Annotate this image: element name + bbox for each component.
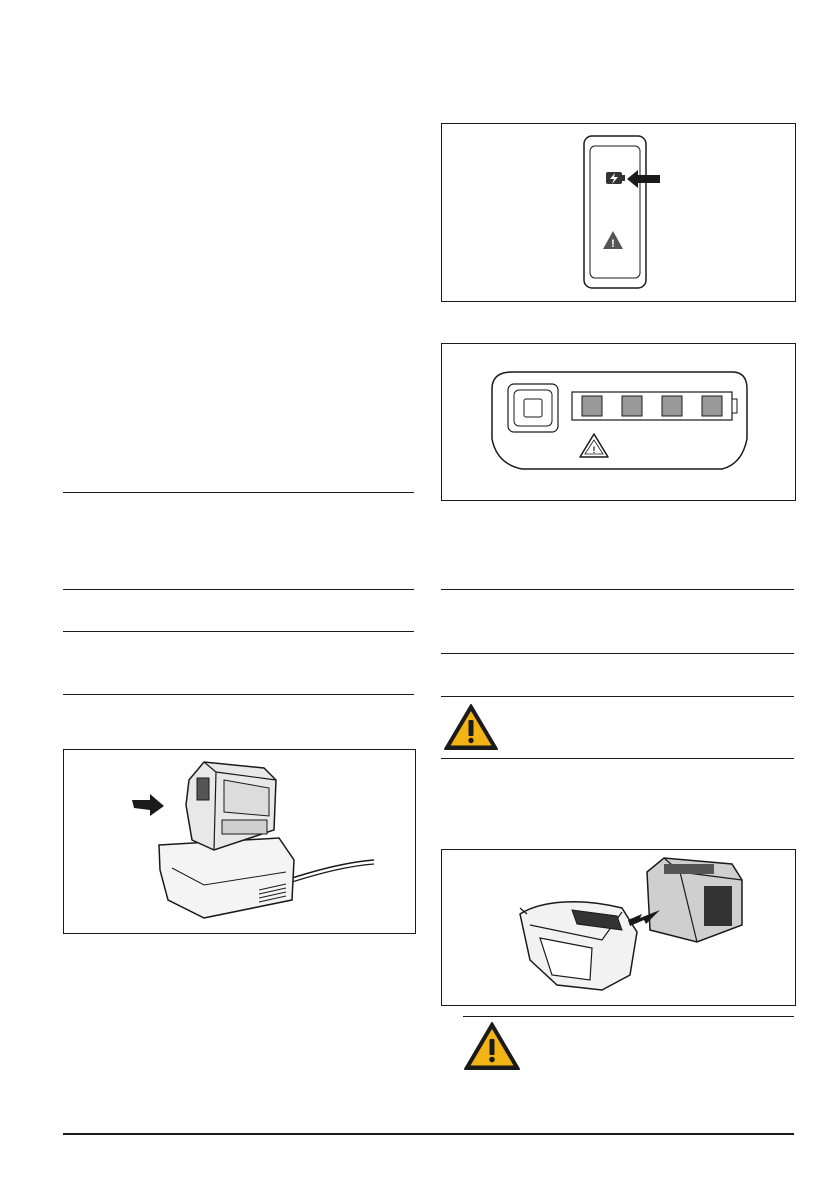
battery-charger-illustration xyxy=(64,750,415,933)
battery-removal-illustration xyxy=(442,850,795,1005)
section-rule-1 xyxy=(63,492,414,493)
insert-arrow-icon xyxy=(132,794,164,816)
section-rule-5 xyxy=(441,589,794,590)
section-rule-7 xyxy=(441,696,794,697)
section-rule-4 xyxy=(63,694,414,695)
figure-battery-indicator xyxy=(441,343,796,501)
section-rule-3 xyxy=(63,631,414,632)
section-rule-6 xyxy=(441,653,794,654)
section-rule-2 xyxy=(63,589,414,590)
battery-power-button-icon xyxy=(508,384,558,432)
figure-charger-panel xyxy=(441,123,796,302)
svg-text:!: ! xyxy=(611,238,615,250)
warning-triangle-icon xyxy=(443,703,499,751)
section-rule-9 xyxy=(463,1016,794,1017)
section-rule-8 xyxy=(441,758,794,759)
warning-triangle-icon xyxy=(463,1021,521,1071)
footer-rule xyxy=(63,1133,794,1135)
figure-battery-removal xyxy=(441,849,796,1006)
svg-text:!: ! xyxy=(592,445,596,455)
figure-battery-charger xyxy=(63,749,416,934)
